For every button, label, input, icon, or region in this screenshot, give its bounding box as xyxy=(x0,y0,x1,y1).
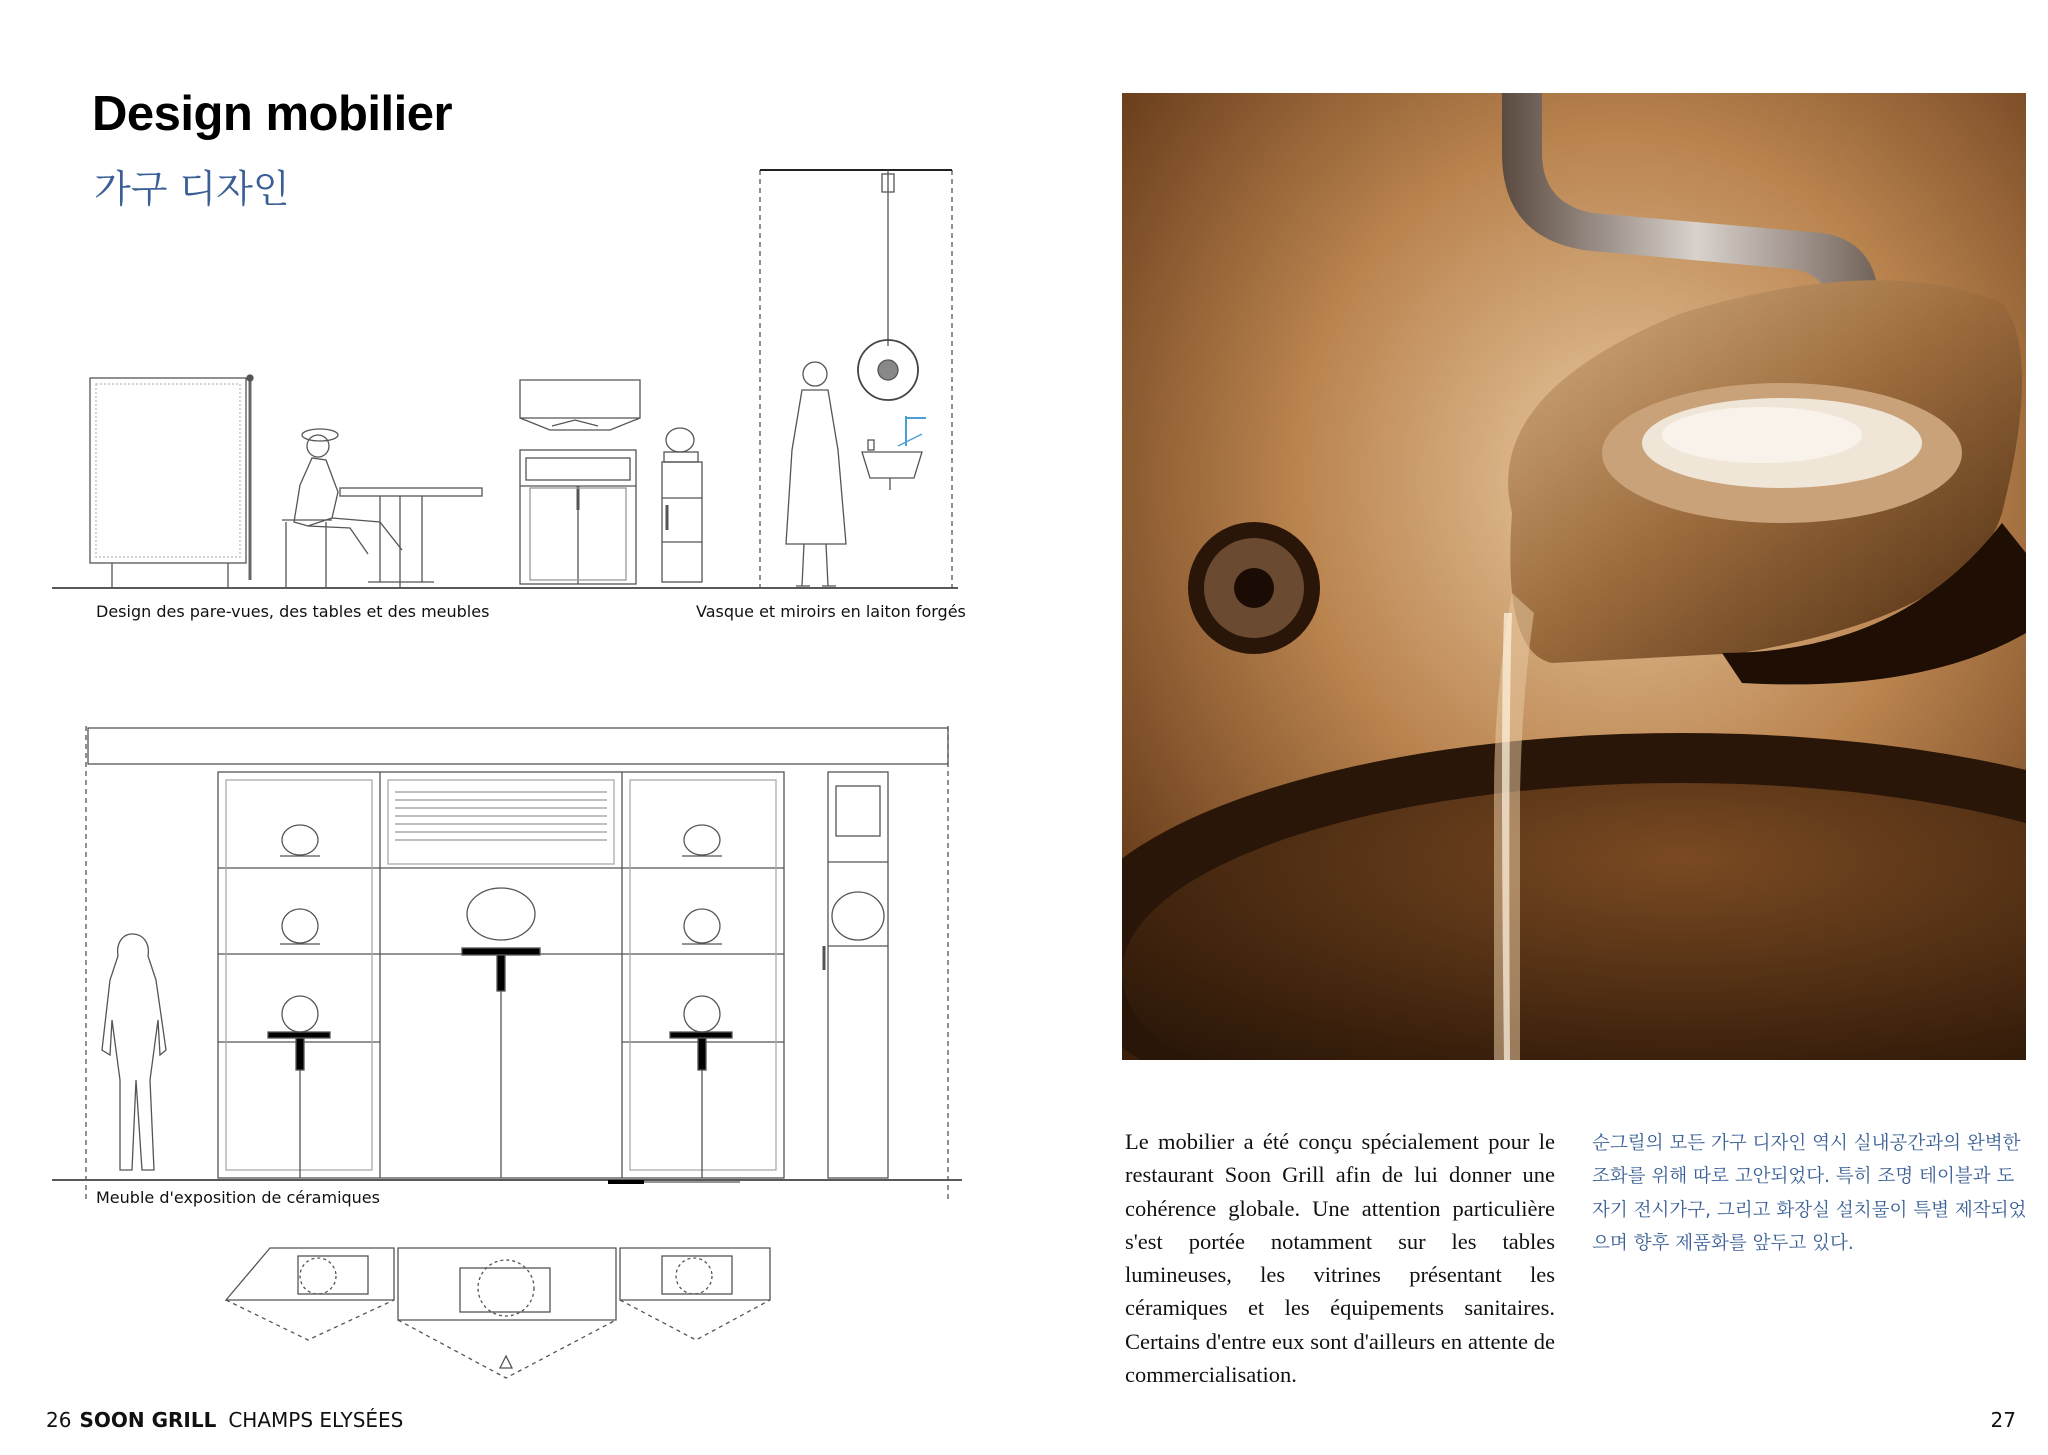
caption-furniture: Design des pare-vues, des tables et des meubles xyxy=(96,602,490,621)
french-description: Le mobilier a été conçu spécialement pour le restaurant Soon Grill afin de lui donner une cohérence globale. Une attention particulière s'est portée notamment sur les tables lumineuses, les vitrines présentant les céramiques et les équipements sanitaires. Certains d'entre eux sont d'ailleurs en attente de commercialisation. xyxy=(1125,1129,1555,1388)
brass-basin-photo xyxy=(1122,93,2026,1060)
footer-location: CHAMPS ELYSÉES xyxy=(228,1408,404,1432)
page-number-left: 26 xyxy=(46,1408,72,1432)
footer-left xyxy=(46,1408,403,1432)
footer-brand: SOON GRILL xyxy=(79,1408,217,1432)
caption-vasque: Vasque et miroirs en laiton forgés xyxy=(696,602,966,621)
page-subtitle-korean: 가구 디자인 xyxy=(94,167,290,211)
furniture-elevation-drawing xyxy=(50,150,970,600)
korean-description: 순그릴의 모든 가구 디자인 역시 실내공간과의 완벽한 조화를 위해 따로 고안되었다. 특히 조명 테이블과 도자기 전시가구, 그리고 화장실 설치물이 특별 제작되었으며 향후 제품화를 앞두고 있다. xyxy=(1592,1133,2027,1254)
caption-ceramics: Meuble d'exposition de céramiques xyxy=(96,1188,380,1207)
ceramics-cabinet-plan xyxy=(220,1240,800,1390)
page-title: Design mobilier xyxy=(92,87,453,141)
ceramics-cabinet-elevation xyxy=(50,720,970,1200)
page-number-right: 27 xyxy=(1990,1408,2016,1432)
